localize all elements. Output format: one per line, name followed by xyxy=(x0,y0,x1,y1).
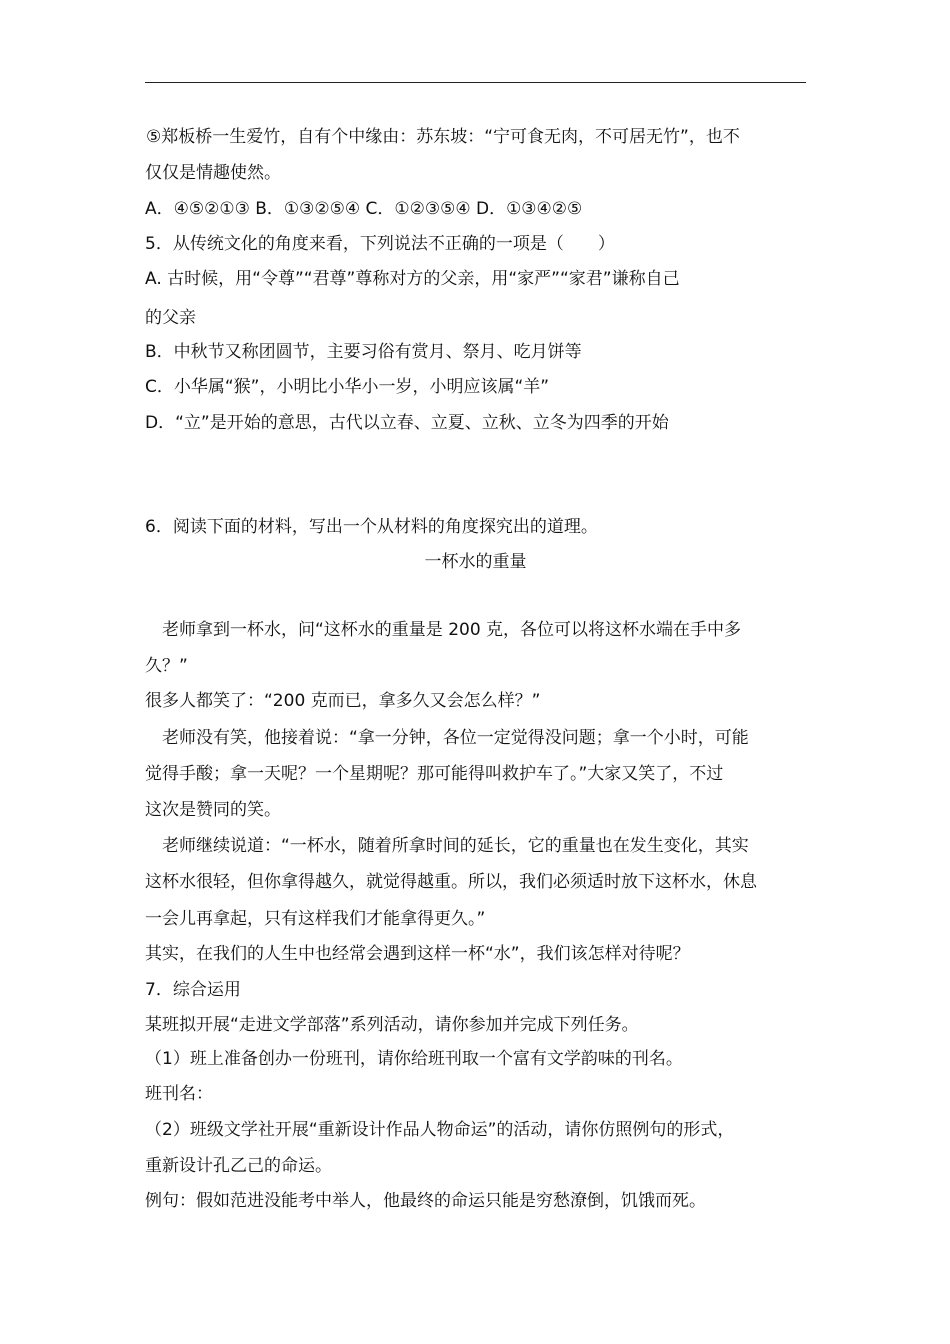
q7-stem: 7．综合运用 xyxy=(145,980,241,1000)
q6-paragraph-1-line1: 老师拿到一杯水，问“这杯水的重量是 200 克，各位可以将这杯水端在手中多 xyxy=(162,620,742,640)
q5-stem: 5．从传统文化的角度来看，下列说法不正确的一项是（ ） xyxy=(145,234,615,254)
q7-intro: 某班拟开展“走进文学部落”系列活动，请你参加并完成下列任务。 xyxy=(145,1015,639,1035)
q5-option-b: B．中秋节又称团圆节，主要习俗有赏月、祭月、吃月饼等 xyxy=(145,342,582,362)
q5-option-c: C．小华属“猴”，小明比小华小一岁，小明应该属“羊” xyxy=(145,377,550,397)
q5-option-d: D．“立”是开始的意思，古代以立春、立夏、立秋、立冬为四季的开始 xyxy=(145,413,669,433)
header-rule xyxy=(145,82,806,83)
q6-paragraph-4-line3: 一会儿再拿起，只有这样我们才能拿得更久。” xyxy=(145,909,486,929)
q6-paragraph-2: 很多人都笑了：“200 克而已，拿多久又会怎么样？” xyxy=(145,691,541,711)
q4-options: A．④⑤②①③ B．①③②⑤④ C．①②③⑤④ D．①③④②⑤ xyxy=(145,199,583,219)
q5-option-a-line2: 的父亲 xyxy=(145,308,196,328)
q6-paragraph-3-line1: 老师没有笑，他接着说：“拿一分钟，各位一定觉得没问题；拿一个小时，可能 xyxy=(162,728,749,748)
q7-sub1: （1）班上准备创办一份班刊，请你给班刊取一个富有文学韵味的刊名。 xyxy=(145,1049,683,1069)
q6-material-title: 一杯水的重量 xyxy=(424,552,527,572)
q6-paragraph-3-line3: 这次是赞同的笑。 xyxy=(145,800,281,820)
q6-paragraph-4-line2: 这杯水很轻，但你拿得越久，就觉得越重。所以，我们必须适时放下这杯水，休息 xyxy=(145,872,757,892)
q4-item5-line1: ⑤郑板桥一生爱竹，自有个中缘由：苏东坡：“宁可食无肉，不可居无竹”，也不 xyxy=(146,127,740,147)
q6-paragraph-1-line2: 久？” xyxy=(145,656,188,676)
q7-sub2-line2: 重新设计孔乙己的命运。 xyxy=(145,1156,332,1176)
q4-item5-line2: 仅仅是情趣使然。 xyxy=(145,163,281,183)
q6-paragraph-3-line2: 觉得手酸；拿一天呢？一个星期呢？那可能得叫救护车了。”大家又笑了，不过 xyxy=(145,764,724,784)
q7-example: 例句：假如范进没能考中举人，他最终的命运只能是穷愁潦倒，饥饿而死。 xyxy=(145,1191,706,1211)
q6-stem: 6．阅读下面的材料，写出一个从材料的角度探究出的道理。 xyxy=(145,517,598,537)
q5-option-a-line1: A. 古时候，用“令尊”“君尊”尊称对方的父亲，用“家严”“家君”谦称自己 xyxy=(145,269,680,289)
q6-paragraph-5: 其实，在我们的人生中也经常会遇到这样一杯“水”，我们该怎样对待呢？ xyxy=(145,944,690,964)
q6-paragraph-4-line1: 老师继续说道：“一杯水，随着所拿时间的延长，它的重量也在发生变化，其实 xyxy=(162,836,749,856)
q7-sub2-line1: （2）班级文学社开展“重新设计作品人物命运”的活动，请你仿照例句的形式， xyxy=(145,1120,735,1140)
q7-sub1-answer-label: 班刊名： xyxy=(145,1084,213,1104)
